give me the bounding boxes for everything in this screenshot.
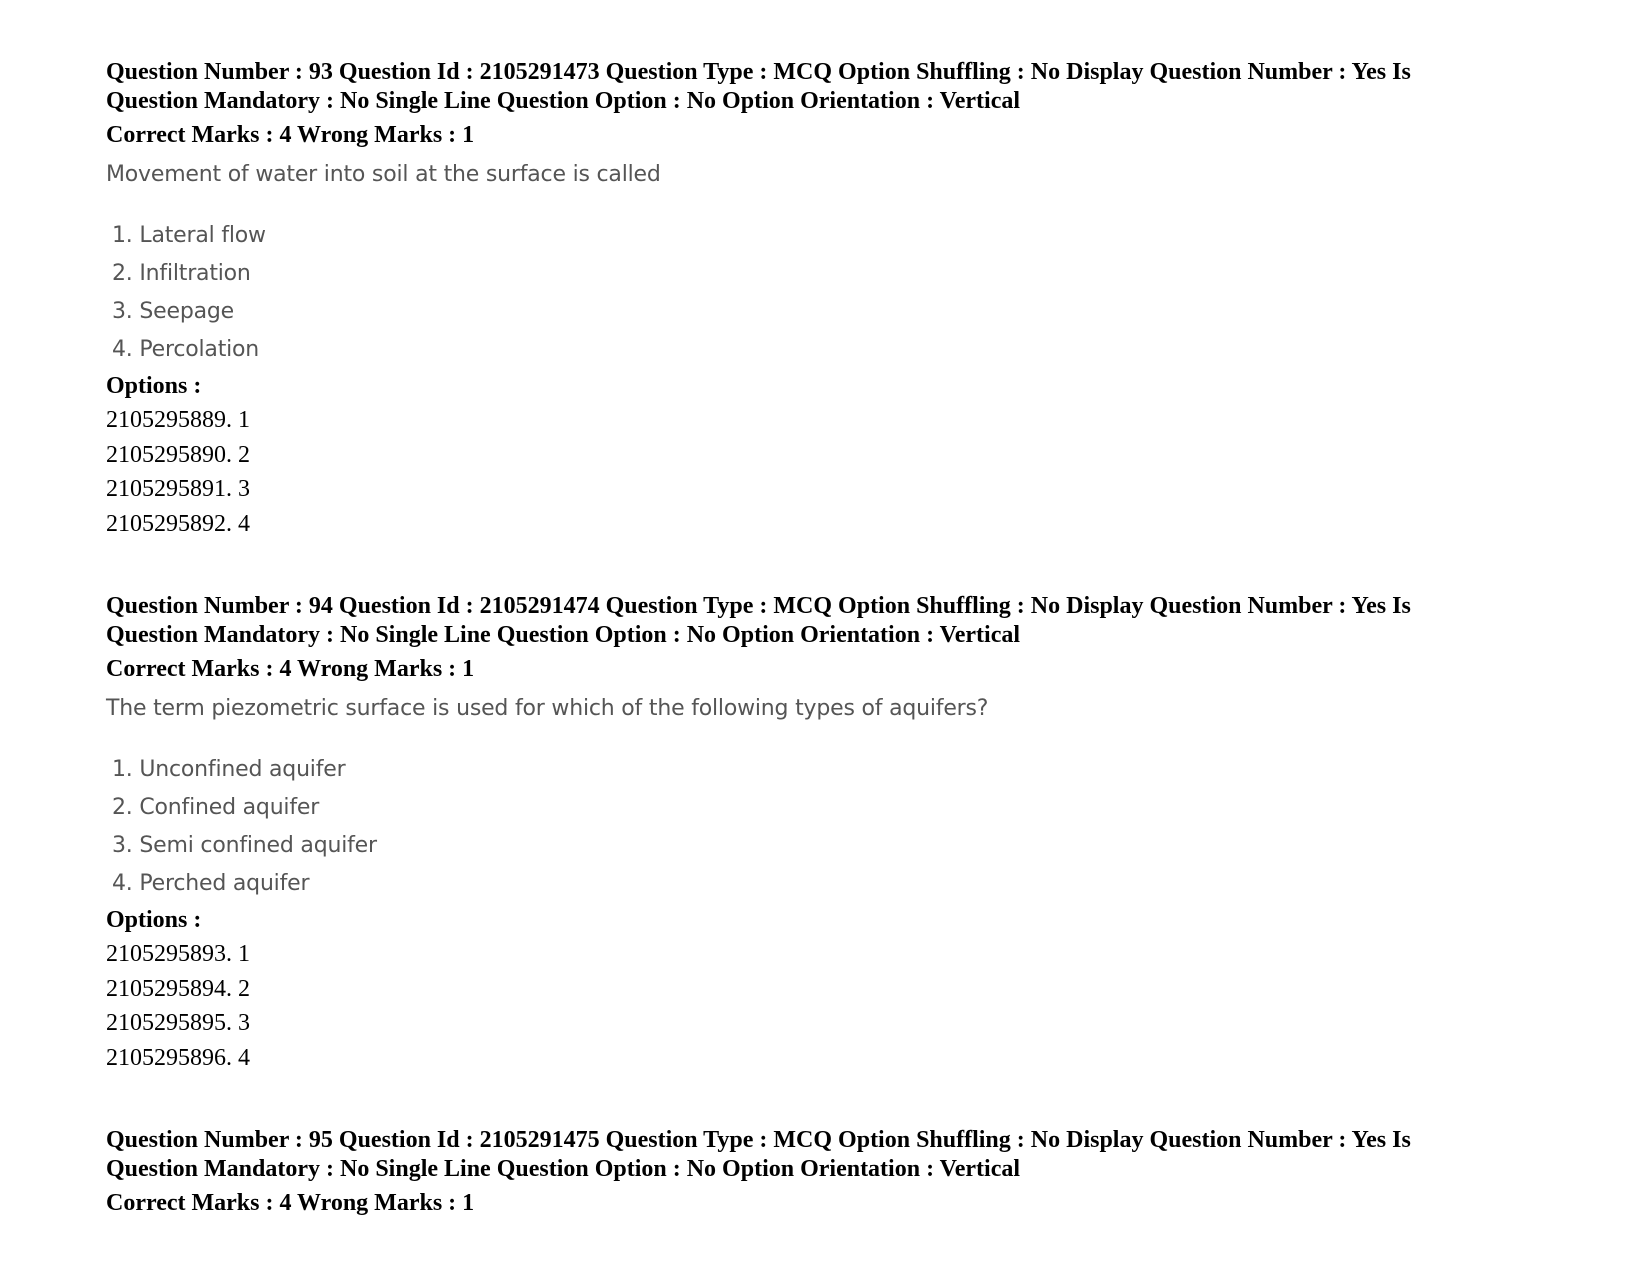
question-marks: Correct Marks : 4 Wrong Marks : 1: [106, 1190, 475, 1216]
choice-item: 2. Confined aquifer: [112, 795, 320, 820]
option-id-item: 2105295889. 1: [106, 407, 250, 433]
option-id-item: 2105295891. 3: [106, 476, 250, 502]
question-meta-line-2: Question Mandatory : No Single Line Question Option : No Option Orientation : Vertical: [106, 1156, 1021, 1182]
option-id-item: 2105295893. 1: [106, 941, 250, 967]
question-block-93: [106, 58, 1411, 541]
question-marks: Correct Marks : 4 Wrong Marks : 1: [106, 122, 475, 148]
question-meta-line-1: Question Number : 95 Question Id : 2105291475 Question Type : MCQ Option Shuffling : No Display Question Number : Yes Is: [106, 1127, 1411, 1153]
choice-list: [106, 751, 1411, 903]
question-meta-line-1: Question Number : 93 Question Id : 2105291473 Question Type : MCQ Option Shuffling : No Display Question Number : Yes Is: [106, 59, 1411, 85]
option-id-list: [106, 403, 1411, 541]
option-id-list: [106, 937, 1411, 1075]
question-block-94: [106, 592, 1411, 1075]
option-id-item: 2105295890. 2: [106, 441, 250, 468]
question-meta-line-2: Question Mandatory : No Single Line Question Option : No Option Orientation : Vertical: [106, 622, 1021, 648]
question-block-95: [106, 1126, 1411, 1218]
choice-item: 2. Infiltration: [112, 261, 251, 286]
choice-item: 4. Perched aquifer: [112, 871, 310, 896]
choice-item: 4. Percolation: [112, 337, 260, 362]
option-id-item: 2105295894. 2: [106, 975, 250, 1002]
question-meta-line-2: Question Mandatory : No Single Line Question Option : No Option Orientation : Vertical: [106, 88, 1021, 114]
options-heading: Options :: [106, 907, 202, 933]
choice-item: 1. Unconfined aquifer: [112, 757, 346, 782]
option-id-item: 2105295895. 3: [106, 1010, 250, 1036]
option-id-item: 2105295896. 4: [106, 1044, 250, 1071]
question-meta-line-1: Question Number : 94 Question Id : 2105291474 Question Type : MCQ Option Shuffling : No Display Question Number : Yes Is: [106, 593, 1411, 619]
choice-item: 1. Lateral flow: [112, 223, 266, 248]
question-text: Movement of water into soil at the surface is called: [106, 162, 661, 187]
choice-item: 3. Semi confined aquifer: [112, 833, 377, 858]
option-id-item: 2105295892. 4: [106, 510, 250, 537]
question-text: The term piezometric surface is used for which of the following types of aquifers?: [106, 696, 989, 721]
choice-list: [106, 217, 1411, 369]
question-marks: Correct Marks : 4 Wrong Marks : 1: [106, 656, 475, 682]
choice-item: 3. Seepage: [112, 299, 234, 324]
options-heading: Options :: [106, 373, 202, 399]
